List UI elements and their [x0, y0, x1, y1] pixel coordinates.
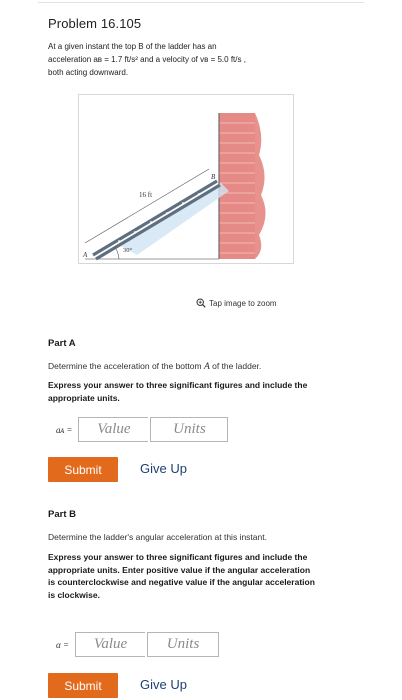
part-a-instructions: Express your answer to three significant figures and include the appropriate units. — [48, 380, 308, 403]
part-a-question-pre: Determine the acceleration of the bottom — [48, 361, 202, 371]
top-divider — [38, 2, 364, 3]
part-b-instructions: Express your answer to three significant figures and include the appropriate units. Enter positive value if the angular acceleration is counterclockwise and negative value if the angular acceleration is clockwise. — [48, 552, 315, 600]
part-a-giveup-link[interactable]: Give Up — [140, 461, 187, 476]
part-a-value-input[interactable]: Value — [78, 417, 148, 442]
point-a-label: A — [83, 251, 88, 259]
tap-to-zoom-link[interactable] — [196, 298, 277, 308]
statement-line-3: both acting downward. — [48, 68, 129, 77]
part-a-question-post: of the ladder. — [212, 361, 262, 371]
part-a-question-var: A — [203, 362, 210, 372]
part-a-units-input[interactable]: Units — [150, 417, 228, 442]
part-b-question: Determine the ladder's angular acceleration at this instant. — [48, 532, 267, 542]
part-b-label: Part B — [48, 509, 76, 520]
statement-line-1: At a given instant the top B of the ladder has an — [48, 42, 217, 51]
part-b-answer-label: α = — [56, 639, 70, 650]
part-b-answer-row — [56, 632, 219, 657]
part-a-label: Part A — [48, 338, 76, 349]
point-b-label: B — [211, 173, 216, 181]
part-a-submit-button[interactable]: Submit — [48, 457, 118, 482]
problem-title: Problem 16.105 — [48, 16, 142, 31]
problem-statement — [48, 40, 348, 79]
length-label: 16 ft — [139, 191, 153, 199]
ladder-figure[interactable] — [78, 94, 294, 264]
part-a-answer-label: aᴀ = — [56, 424, 73, 435]
angle-label: 30° — [123, 247, 133, 254]
ladder-diagram — [79, 95, 294, 264]
ladder — [93, 181, 220, 259]
part-b-units-input[interactable]: Units — [147, 632, 219, 657]
zoom-text: Tap image to zoom — [209, 298, 277, 308]
motion-blur — [119, 183, 229, 255]
zoom-icon — [196, 298, 206, 308]
statement-line-2: acceleration aʙ = 1.7 ft/s² and a velocity of vʙ = 5.0 ft/s , — [48, 55, 246, 64]
part-a-question — [48, 360, 338, 373]
part-a-answer-row — [56, 417, 228, 442]
part-b-giveup-link[interactable]: Give Up — [140, 677, 187, 692]
part-b-value-input[interactable]: Value — [75, 632, 145, 657]
part-b-submit-button[interactable]: Submit — [48, 673, 118, 698]
brick-wall — [219, 113, 266, 259]
